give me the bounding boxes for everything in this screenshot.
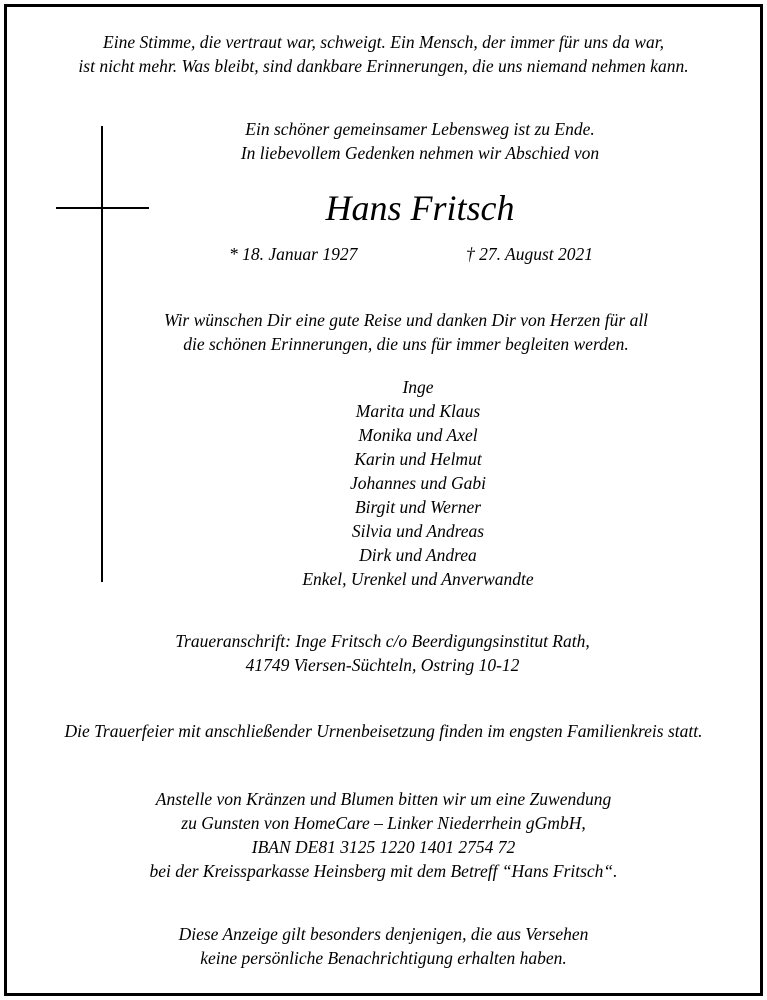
address-line: Traueranschrift: Inge Fritsch c/o Beerdigungsinstitut Rath, <box>175 631 590 651</box>
intro-quote-line: ist nicht mehr. Was bleibt, sind dankbare Erinnerungen, die uns niemand nehmen kann. <box>78 56 689 76</box>
announcement-line: Ein schöner gemeinsamer Lebensweg ist zu Ende. <box>245 119 595 139</box>
mourner-name: Karin und Helmut <box>354 449 482 469</box>
birth-date: * 18. Januar 1927 <box>229 244 358 264</box>
farewell-line: Wir wünschen Dir eine gute Reise und danken Dir von Herzen für all <box>163 310 649 330</box>
mourner-name: Silvia und Andreas <box>351 521 485 541</box>
mourning-address <box>0 629 765 677</box>
address-line: 41749 Viersen-Süchteln, Ostring 10-12 <box>245 655 520 675</box>
donation-line: bei der Kreissparkasse Heinsberg mit dem Betreff “Hans Fritsch“. <box>149 861 618 881</box>
mourner-name: Monika und Axel <box>358 425 478 445</box>
donation-request <box>0 787 767 883</box>
deceased-name: Hans Fritsch <box>325 188 515 228</box>
farewell-line: die schönen Erinnerungen, die uns für immer begleiten werden. <box>183 334 629 354</box>
intro-quote-line: Eine Stimme, die vertraut war, schweigt. Ein Mensch, der immer für uns da war, <box>103 32 664 52</box>
donation-line: Anstelle von Kränzen und Blumen bitten wir um eine Zuwendung <box>155 789 612 809</box>
notice-text <box>0 922 767 970</box>
ceremony-text: Die Trauerfeier mit anschließender Urnenbeisetzung finden im engsten Familienkreis statt. <box>64 721 703 741</box>
mourners-list <box>0 375 767 591</box>
donation-line: zu Gunsten von HomeCare – Linker Niederrhein gGmbH, <box>181 813 586 833</box>
mourner-name: Marita und Klaus <box>355 401 481 421</box>
intro-quote <box>0 30 767 78</box>
mourner-name: Inge <box>402 377 434 397</box>
announcement-line: In liebevollem Gedenken nehmen wir Abschied von <box>240 143 600 163</box>
mourner-name: Johannes und Gabi <box>349 473 487 493</box>
farewell-text <box>0 308 767 356</box>
announcement <box>0 117 767 165</box>
notice-line: keine persönliche Benachrichtigung erhalten haben. <box>200 948 567 968</box>
mourner-name: Enkel, Urenkel und Anverwandte <box>302 569 534 589</box>
notice-line: Diese Anzeige gilt besonders denjenigen, die aus Versehen <box>178 924 589 944</box>
donation-line: IBAN DE81 3125 1220 1401 2754 72 <box>251 837 516 857</box>
death-date: † 27. August 2021 <box>466 244 594 264</box>
mourner-name: Dirk und Andrea <box>359 545 477 565</box>
mourner-name: Birgit und Werner <box>354 497 482 517</box>
